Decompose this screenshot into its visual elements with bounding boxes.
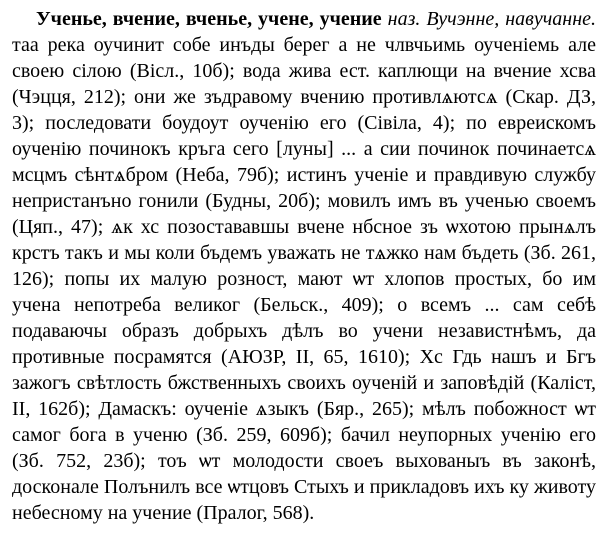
entry-headword: Ученье, вчение, вченье, учене, учение	[36, 8, 382, 30]
grammar-label: наз.	[387, 8, 421, 30]
modern-equivalent: Вучэнне, навучанне.	[426, 8, 596, 30]
entry-citations: таа река оучинит собе инъды берег а не члвчьимь оученіемь але своею сілою (Віcл., 10б); вода жива ест. каплющи на вчение хсва (Чэцця, 212); они же зъдравому вчению противлѧютсѧ (Скар. ДЗ, 3); последовати боудоут оученію его (Сівіла, 4); по евреискомъ оученію починокъ кръга сего [луны] ... а сии починок починаетсѧ мсцмъ сѣнтѧбром (Неба, 79б); истинъ ученіе и правдивую службу непристанъно гонили (Будны, 20б); мовилъ имъ въ ученью своемъ (Цяп., 47); ѧк хс позостававшы вчене нбсное зъ ѡхотою прынѧлъ крстъ такъ и мы коли бъдемъ уважать не тѧжко нам бъдеть (Зб. 261, 126); попы их малую розност, мают ѡт хлопов простых, бо им учена непотреба великог (Бельск., 409); о всемъ ... сам себѣ подаваючы образъ добрыхъ дѣлъ во учени независтнѣмъ, да противные посрамятся (АЮЗР, ІІ, 65, 1610); Хс Гдь нашъ и Бгъ зажогъ свѣтлость бжственныхъ своихъ оученій и заповѣдій (Каліст, ІІ, 162б); Дамаскъ: оученіе ѧзыкъ (Бяр., 265); мѣлъ побожност ѡт самог бога в ученю (Зб. 259, 609б); бачил неупорных ученію его (Зб. 752, 23б); тоъ ѡт молодости своеъ выхованыъ въ законѣ, досконале Полънилъ все ѡтцовъ Стыхъ и прикладовъ ихъ ку животу небесному на учение (Пралог, 568).	[12, 34, 596, 524]
